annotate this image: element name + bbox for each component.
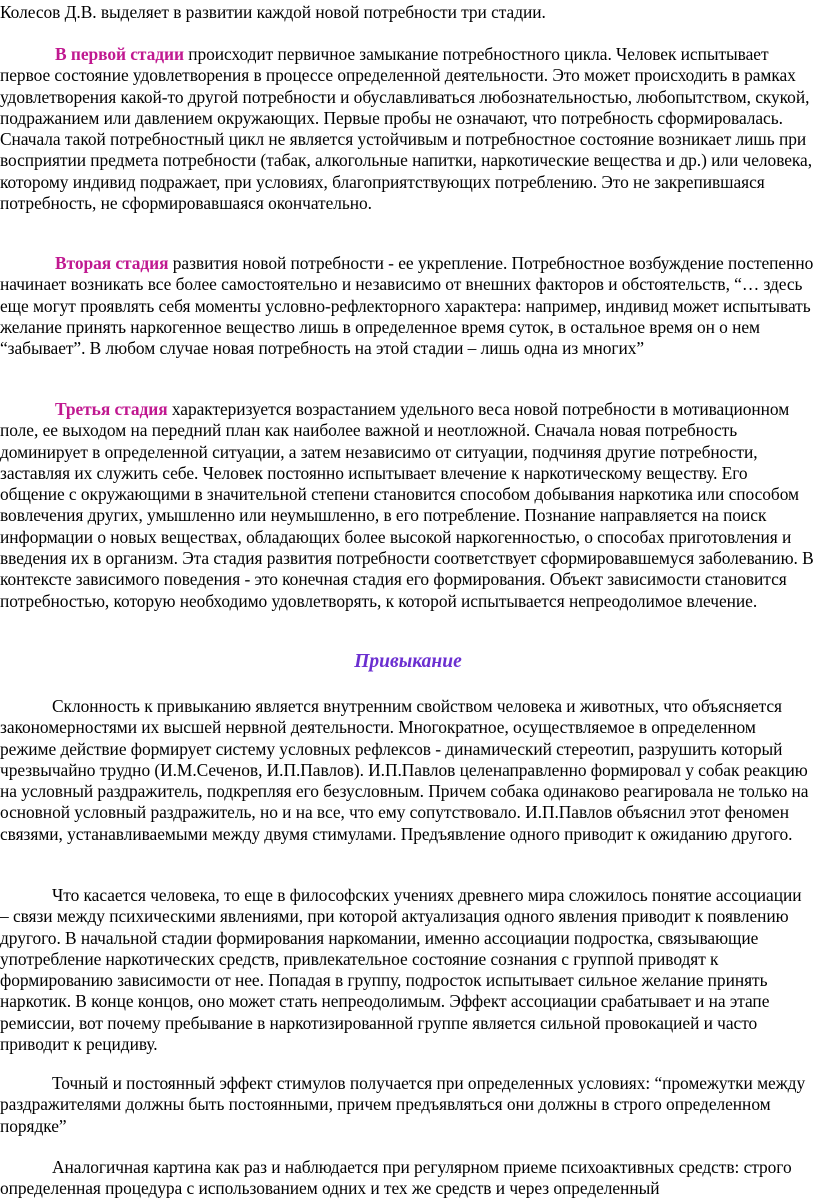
section-title: Привыкание <box>354 651 462 672</box>
stage3-label: Третья стадия <box>55 399 168 419</box>
habituation-paragraph-4: Аналогичная картина как раз и наблюдается при регулярном приеме психоактивных средств: строго определенная процедура с использованием одних и тех же средств и через определенный <box>0 1157 792 1199</box>
stage3-text: характеризуется возрастанием удельного веса новой потребности в мотивационном поле, ее выходом на передний план как наиболее важной и неотложной. Сначала новая потребность доминирует в определенной ситуации, а затем независимо от ситуации, подчиняя другие потребности, заставляя их служить себе. Человек постоянно испытывает влечение к наркотическому веществу. Его общение с окружающими в значительной степени становится способом добывания наркотика или способом вовлечения других, умышленно или неумышленно, в его потребление. Познание направляется на поиск информации о новых веществах, обладающих более высокой наркогенностью, о способах приготовления и введения их в организм. Эта стадия развития потребности соответствует сформировавшемуся заболеванию. В контексте зависимого поведения - это конечная стадия его формирования. Объект зависимости становится потребностью, которую необходимо удовлетворять, к которой испытывается непреодолимое влечение. <box>0 399 814 611</box>
intro-paragraph: Колесов Д.В. выделяет в развитии каждой новой потребности три стадии. <box>0 2 546 22</box>
habituation-paragraph-1: Склонность к привыканию является внутренним свойством человека и животных, что объясняется закономерностями их высшей нервной деятельности. Многократное, осуществляемое в определенном режиме действие формирует систему условных рефлексов - динамический стереотип, разрушить который чрезвычайно трудно (И.М.Сеченов, И.П.Павлов). И.П.Павлов целенаправленно формировал у собак реакцию на условный раздражитель, подкрепляя его безусловным. Причем собака одинаково реагировала не только на основной условный раздражитель, но и на все, что ему сопутствовало. И.П.Павлов объяснил этот феномен связями, устанавливаемыми между двумя стимулами. Предъявление одного приводит к ожиданию другого. <box>0 696 809 844</box>
stage2-paragraph <box>0 253 814 359</box>
habituation-paragraph-3: Точный и постоянный эффект стимулов получается при определенных условиях: “промежутки между раздражителями должны быть постоянными, причем предъявляться они должны в строго определенном порядке” <box>0 1073 806 1136</box>
stage1-paragraph <box>0 44 814 214</box>
stage3-paragraph <box>0 399 814 612</box>
stage2-label: Вторая стадия <box>55 253 169 273</box>
stage2-text: развития новой потребности - ее укрепление. Потребностное возбуждение постепенно начинает возникать все более самостоятельно и независимо от внешних факторов и обстоятельств, “… здесь еще могут проявлять себя моменты условно-рефлекторного характера: например, индивид может испытывать желание принять наркогенное вещество лишь в определенное время суток, в остальное время он о нем “забывает”. В любом случае новая потребность на этой стадии – лишь одна из многих” <box>0 253 814 359</box>
stage1-text: происходит первичное замыкание потребностного цикла. Человек испытывает первое состояние удовлетворения в процессе определенной деятельности. Это может происходить в рамках удовлетворения какой-то другой потребности и обуславливаться любознательностью, любопытством, скукой, подражанием или давлением окружающих. Первые пробы не означают, что потребность сформировалась. Сначала такой потребностный цикл не является устойчивым и потребностное состояние возникает лишь при восприятии предмета потребности (табак, алкогольные напитки, наркотические вещества и др.) или человека, которому индивид подражает, при условиях, благоприятствующих потреблению. Это не закрепившаяся потребность, не сформировавшаяся окончательно. <box>0 44 813 214</box>
habituation-paragraph-2: Что касается человека, то еще в философских учениях древнего мира сложилось понятие ассоциации – связи между психическими явлениями, при которой актуализация одного явления приводит к появлению другого. В начальной стадии формирования наркомании, именно ассоциации подростка, связывающие употребление наркотических средств, привлекательное состояние сознания с группой приводят к формированию зависимости от нее. Попадая в группу, подросток испытывает сильное желание принять наркотик. В конце концов, оно может стать непреодолимым. Эффект ассоциации срабатывает и на этапе ремиссии, вот почему пребывание в наркотизированной группе является сильной провокацией и часто приводит к рецидиву. <box>0 885 802 1055</box>
stage1-label: В первой стадии <box>55 44 184 64</box>
